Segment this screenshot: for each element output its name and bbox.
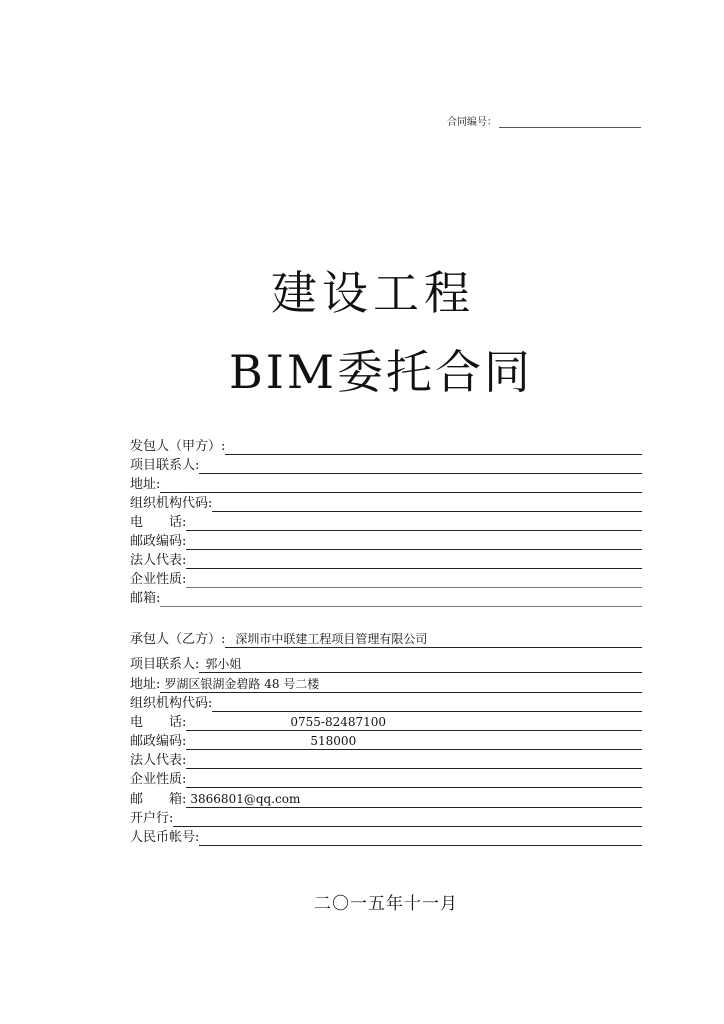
party-b-phone-label: 电 话: (130, 715, 187, 730)
party-b-email-row (130, 790, 642, 808)
party-b-heading: 承包人（乙方）: (130, 632, 226, 647)
party-a-contact-blank (199, 457, 642, 474)
title-line-2: BIM委托合同 (228, 345, 534, 399)
party-a-phone-blank (186, 514, 642, 531)
contract-number-blank (499, 115, 641, 128)
party-a-legal-rep-blank (186, 552, 642, 569)
party-a-postcode-label: 邮政编码: (130, 534, 187, 549)
party-b-company-type-label: 企业性质: (130, 772, 187, 787)
party-b-bank-label: 开户行: (130, 811, 174, 826)
party-b-phone-value: 0755-82487100 (186, 714, 642, 731)
party-a-company-type-label: 企业性质: (130, 572, 187, 587)
party-a-postcode-row (130, 532, 642, 550)
party-a-address-row (130, 475, 642, 493)
party-b-address-label: 地址: (130, 677, 161, 692)
party-a-postcode-blank (186, 533, 642, 550)
party-a-address-label: 地址: (130, 477, 161, 492)
party-a-address-blank (160, 476, 642, 493)
party-a-email-row (130, 589, 642, 607)
contract-number (447, 113, 641, 128)
party-b-account-blank (199, 829, 642, 846)
party-a-org-code-row (130, 494, 642, 512)
party-b-name-value: 深圳市中联建工程项目管理有限公司 (225, 631, 642, 648)
party-b-bank-blank (173, 810, 642, 827)
party-a-legal-rep-row (130, 551, 642, 569)
party-b-account-row (130, 828, 642, 846)
party-a-email-label: 邮箱: (130, 591, 161, 606)
party-b-account-label: 人民币帐号: (130, 830, 200, 845)
party-a-heading-row (130, 437, 642, 455)
party-a-phone-row (130, 513, 642, 531)
party-b-phone-row (130, 713, 642, 731)
party-a-company-type-row (130, 570, 642, 588)
party-a-legal-rep-label: 法人代表: (130, 553, 187, 568)
party-b-legal-rep-row (130, 751, 642, 769)
title-line-1: 建设工程 (271, 266, 475, 320)
party-a-org-code-label: 组织机构代码: (130, 496, 213, 511)
party-a-heading: 发包人（甲方）: (130, 439, 226, 454)
contract-date: 二〇一五年十一月 (314, 894, 458, 914)
party-b-postcode-value: 518000 (186, 733, 642, 750)
party-b-address-row (130, 675, 642, 693)
party-a-contact-row (130, 456, 642, 474)
party-b-heading-row (130, 630, 642, 648)
party-b-contact-value: 郭小姐 (199, 656, 642, 673)
party-b-postcode-row (130, 732, 642, 750)
party-b-contact-row (130, 655, 642, 673)
party-b-legal-rep-label: 法人代表: (130, 753, 187, 768)
party-b-email-value: 3866801@qq.com (186, 791, 642, 808)
party-b-email-label: 邮 箱: (130, 792, 187, 807)
party-a-email-blank (160, 590, 642, 607)
party-b-company-type-blank (186, 771, 642, 788)
contract-number-label: 合同编号： (447, 117, 497, 128)
party-a-company-type-blank (186, 571, 642, 588)
party-b-org-code-row (130, 694, 642, 712)
party-a-contact-label: 项目联系人: (130, 458, 200, 473)
party-b-address-value: 罗湖区银湖金碧路 48 号二楼 (160, 676, 642, 693)
party-b-company-type-row (130, 770, 642, 788)
party-a-phone-label: 电 话: (130, 515, 187, 530)
party-b-postcode-label: 邮政编码: (130, 734, 187, 749)
party-a-name-blank (225, 438, 642, 455)
party-a-org-code-blank (212, 495, 642, 512)
party-b-legal-rep-blank (186, 752, 642, 769)
party-b-contact-label: 项目联系人: (130, 657, 200, 672)
party-b-org-code-blank (212, 695, 642, 712)
party-b-bank-row (130, 809, 642, 827)
party-b-org-code-label: 组织机构代码: (130, 696, 213, 711)
